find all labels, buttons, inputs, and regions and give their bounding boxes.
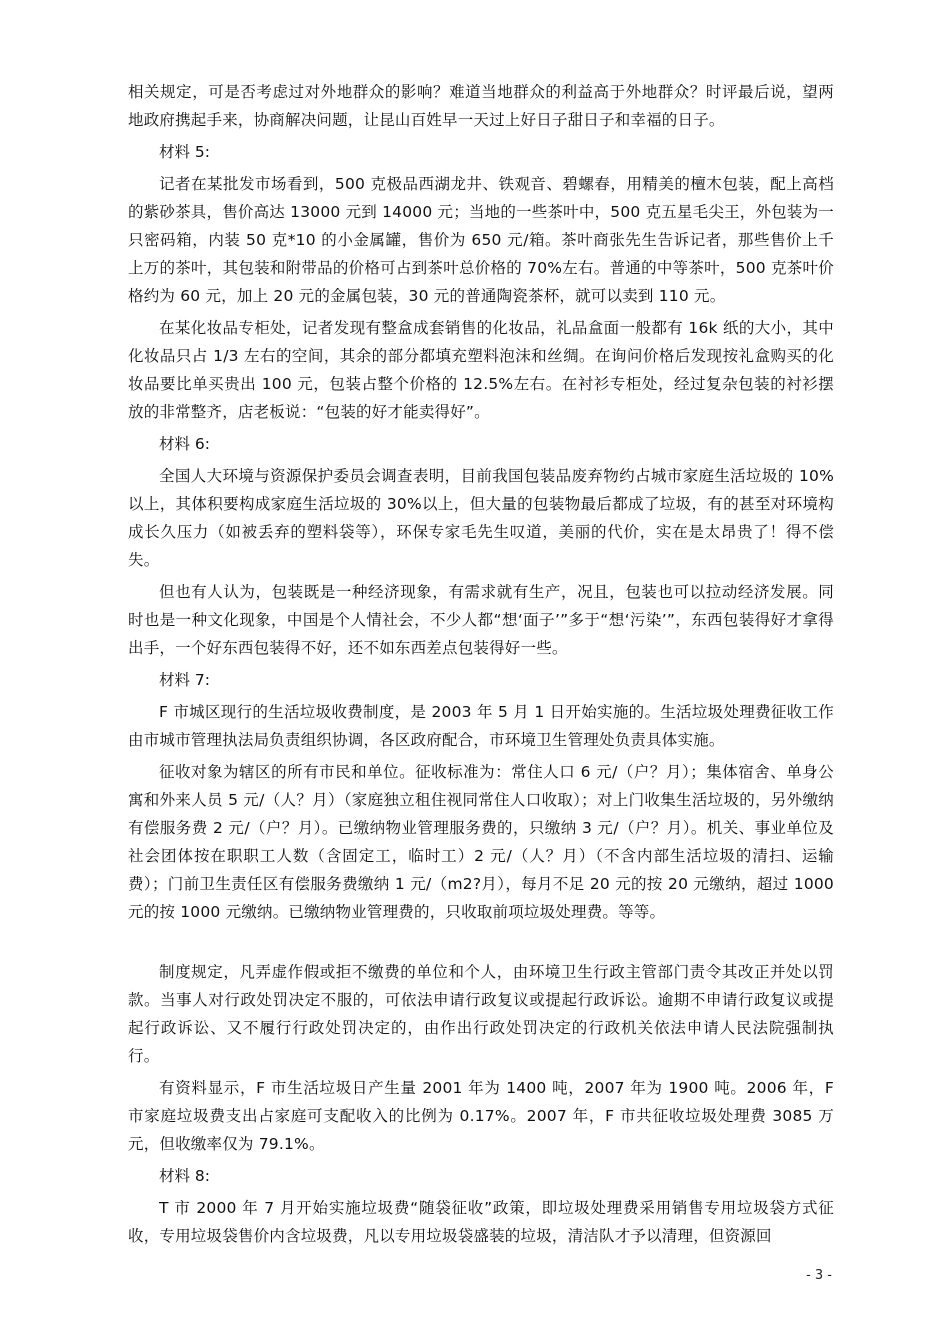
paragraph: 有资料显示，F 市生活垃圾日产生量 2001 年为 1400 吨，2007 年为 1900 吨。2006 年，F 市家庭垃圾费支出占家庭可支配收入的比例为 0.17%。2007 年，F 市共征收垃圾处理费 3085 万元，但收缴率仅为 79.1%。 [128,1079,834,1153]
paragraph: T 市 2000 年 7 月开始实施垃圾费“随袋征收”政策，即垃圾处理费采用销售专用垃圾袋方式征收，专用垃圾袋售价内含垃圾费，凡以专用垃圾袋盛装的垃圾，清洁队才予以清理，但资源回 [128,1199,834,1245]
paragraph: 制度规定，凡弄虚作假或拒不缴费的单位和个人，由环境卫生行政主管部门责令其改正并处以罚款。当事人对行政处罚决定不服的，可依法申请行政复议或提起行政诉讼。逾期不申请行政复议或提起行政诉讼、又不履行行政处罚决定的，由作出行政处罚决定的行政机关依法申请人民法院强制执行。 [128,963,834,1065]
paragraph: 全国人大环境与资源保护委员会调查表明，目前我国包装品废弃物约占城市家庭生活垃圾的 10%以上，其体积要构成家庭生活垃圾的 30%以上，但大量的包装物最后都成了垃圾，有的甚至对环境构成长久压力（如被丢弃的塑料袋等），环保专家毛先生叹道，美丽的代价，实在是太昂贵了！得不偿失。 [128,467,834,569]
material-heading-6: 材料 6: [159,435,211,453]
document-body [128,78,834,1254]
paragraph: 记者在某批发市场看到，500 克极品西湖龙井、铁观音、碧螺春，用精美的檀木包装，配上高档的紫砂茶具，售价高达 13000 元到 14000 元；当地的一些茶叶中，500 克五星毛尖王，外包装为一只密码箱，内装 50 克*10 的小金属罐，售价为 650 元/箱。茶叶商张先生告诉记者，那些售价上千上万的茶叶，其包装和附带品的价格可占到茶叶总价格的 70%左右。普通的中等茶叶，500 克茶叶价格约为 60 元，加上 20 元的金属包装，30 元的普通陶瓷茶杯，就可以卖到 110 元。 [128,175,834,305]
paragraph: 在某化妆品专柜处，记者发现有整盒成套销售的化妆品，礼品盒面一般都有 16k 纸的大小，其中化妆品只占 1/3 左右的空间，其余的部分都填充塑料泡沫和丝绸。在询问价格后发现按礼盒购买的化妆品要比单买贵出 100 元，包装占整个价格的 12.5%左右。在衬衫专柜处，经过复杂包装的衬衫摆放的非常整齐，店老板说：“包装的好才能卖得好”。 [128,319,834,421]
material-heading-7: 材料 7: [159,671,211,689]
paragraph: F 市城区现行的生活垃圾收费制度，是 2003 年 5 月 1 日开始实施的。生活垃圾处理费征收工作由市城市管理执法局负责组织协调，各区政府配合，市环境卫生管理处负责具体实施。 [128,703,834,749]
material-heading-5: 材料 5: [159,143,211,161]
page-number: - 3 - [806,1268,832,1283]
paragraph: 但也有人认为，包装既是一种经济现象，有需求就有生产，况且，包装也可以拉动经济发展。同时也是一种文化现象，中国是个人情社会，不少人都“想‘面子’”多于“想‘污染’”，东西包装得好才拿得出手，一个好东西包装得不好，还不如东西差点包装得好一些。 [128,583,834,657]
paragraph: 相关规定，可是否考虑过对外地群众的影响？难道当地群众的利益高于外地群众？时评最后说，望两地政府携起手来，协商解决问题，让昆山百姓早一天过上好日子甜日子和幸福的日子。 [128,83,834,129]
paragraph: 征收对象为辖区的所有市民和单位。征收标准为：常住人口 6 元/（户？月）；集体宿舍、单身公寓和外来人员 5 元/（人？月）（家庭独立租住视同常住人口收取）；对上门收集生活垃圾的，另外缴纳有偿服务费 2 元/（户？月）。已缴纳物业管理服务费的，只缴纳 3 元/（户？月）。机关、事业单位及社会团体按在职职工人数（含固定工，临时工）2 元/（人？月）（不含内部生活垃圾的清扫、运输费）；门前卫生责任区有偿服务费缴纳 1 元/（m2?月），每月不足 20 元的按 20 元缴纳，超过 1000 元的按 1000 元缴纳。已缴纳物业管理费的，只收取前项垃圾处理费。等等。 [128,763,834,921]
material-heading-8: 材料 8: [159,1167,211,1185]
blank-line [128,930,834,958]
